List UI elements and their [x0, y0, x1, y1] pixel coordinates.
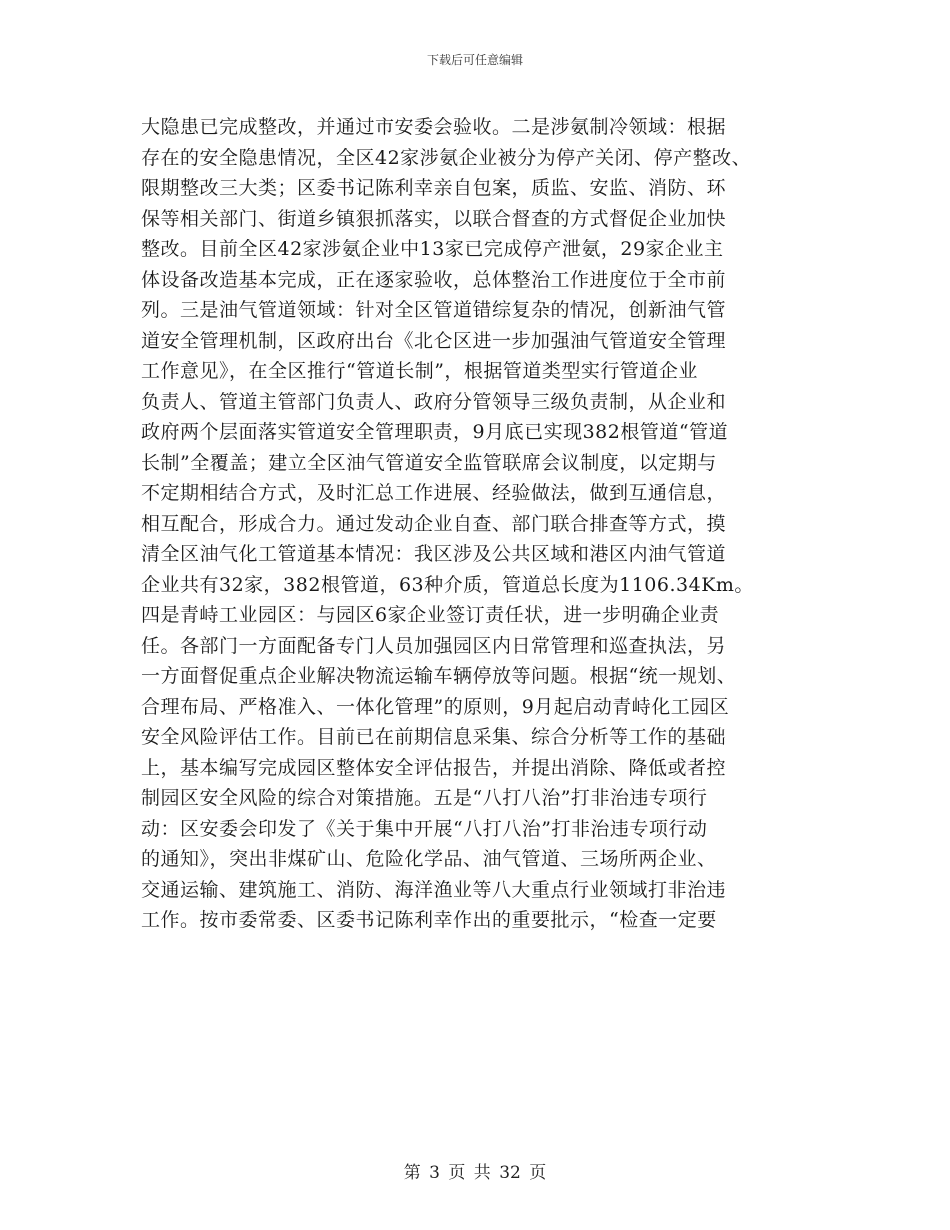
- text-line: 长制”全覆盖；建立全区油气管道安全监管联席会议制度，以定期与: [141, 451, 717, 474]
- text-line: 交通运输、建筑施工、消防、海洋渔业等八大重点行业领域打非治违: [141, 878, 727, 901]
- page-header: 下载后可任意编辑: [426, 53, 523, 67]
- text-line: 道安全管理机制，区政府出台《北仑区进一步加强油气管道安全管理: [141, 329, 727, 352]
- text-line: 大隐患已完成整改，并通过市安委会验收。二是涉氨制冷领域：根据: [141, 116, 727, 138]
- text-line: 体设备改造基本完成，正在逐家验收，总体整治工作进度位于全市前: [141, 268, 727, 291]
- text-line: 安全风险评估工作。目前已在前期信息采集、综合分析等工作的基础: [141, 726, 727, 748]
- text-line: 相互配合，形成合力。通过发动企业自查、部门联合排查等方式，摸: [141, 512, 727, 535]
- text-line: 合理布局、严格准入、一体化管理”的原则，9月起启动青峙化工园区: [141, 695, 730, 718]
- text-line: 企业共有32家，382根管道，63种介质，管道总长度为1106.34Km。: [141, 573, 754, 596]
- page-footer: 第 3 页 共 32 页: [403, 1163, 547, 1183]
- text-line: 上，基本编写完成园区整体安全评估报告，并提出消除、降低或者控: [141, 756, 727, 779]
- text-line: 列。三是油气管道领域：针对全区管道错综复杂的情况，创新油气管: [141, 299, 727, 321]
- text-line: 保等相关部门、街道乡镇狠抓落实，以联合督查的方式督促企业加快: [141, 207, 727, 230]
- text-line: 整改。目前全区42家涉氨企业中13家已完成停产泄氨，29家企业主: [141, 238, 724, 260]
- text-line: 一方面督促重点企业解决物流运输车辆停放等问题。根据“统一规划、: [141, 665, 737, 687]
- text-line: 清全区油气化工管道基本情况：我区涉及公共区域和港区内油气管道: [141, 543, 727, 565]
- text-line: 任。各部门一方面配备专门人员加强园区内日常管理和巡查执法，另: [141, 634, 727, 657]
- text-line: 负责人、管道主管部门负责人、政府分管领导三级负责制，从企业和: [141, 390, 727, 413]
- text-line: 政府两个层面落实管道安全管理职责，9月底已实现382根管道“管道: [141, 421, 729, 443]
- text-line: 四是青峙工业园区：与园区6家企业签订责任状，进一步明确企业责: [141, 604, 720, 626]
- text-line: 制园区安全风险的综合对策措施。五是“八打八治”打非治违专项行: [141, 787, 708, 809]
- text-line: 工作。按市委常委、区委书记陈利幸作出的重要批示，“检查一定要: [141, 909, 717, 931]
- text-line: 工作意见》，在全区推行“管道长制”，根据管道类型实行管道企业: [141, 360, 698, 382]
- text-line: 的通知》，突出非煤矿山、危险化学品、油气管道、三场所两企业、: [141, 848, 717, 870]
- text-line: 动：区安委会印发了《关于集中开展“八打八治”打非治违专项行动: [141, 817, 708, 840]
- text-line: 存在的安全隐患情况，全区42家涉氨企业被分为停产关闭、停产整改、: [141, 146, 752, 169]
- text-line: 限期整改三大类；区委书记陈利幸亲自包案，质监、安监、消防、环: [141, 177, 727, 199]
- text-line: 不定期相结合方式，及时汇总工作进展、经验做法，做到互通信息，: [141, 482, 727, 504]
- body-text: [141, 112, 831, 936]
